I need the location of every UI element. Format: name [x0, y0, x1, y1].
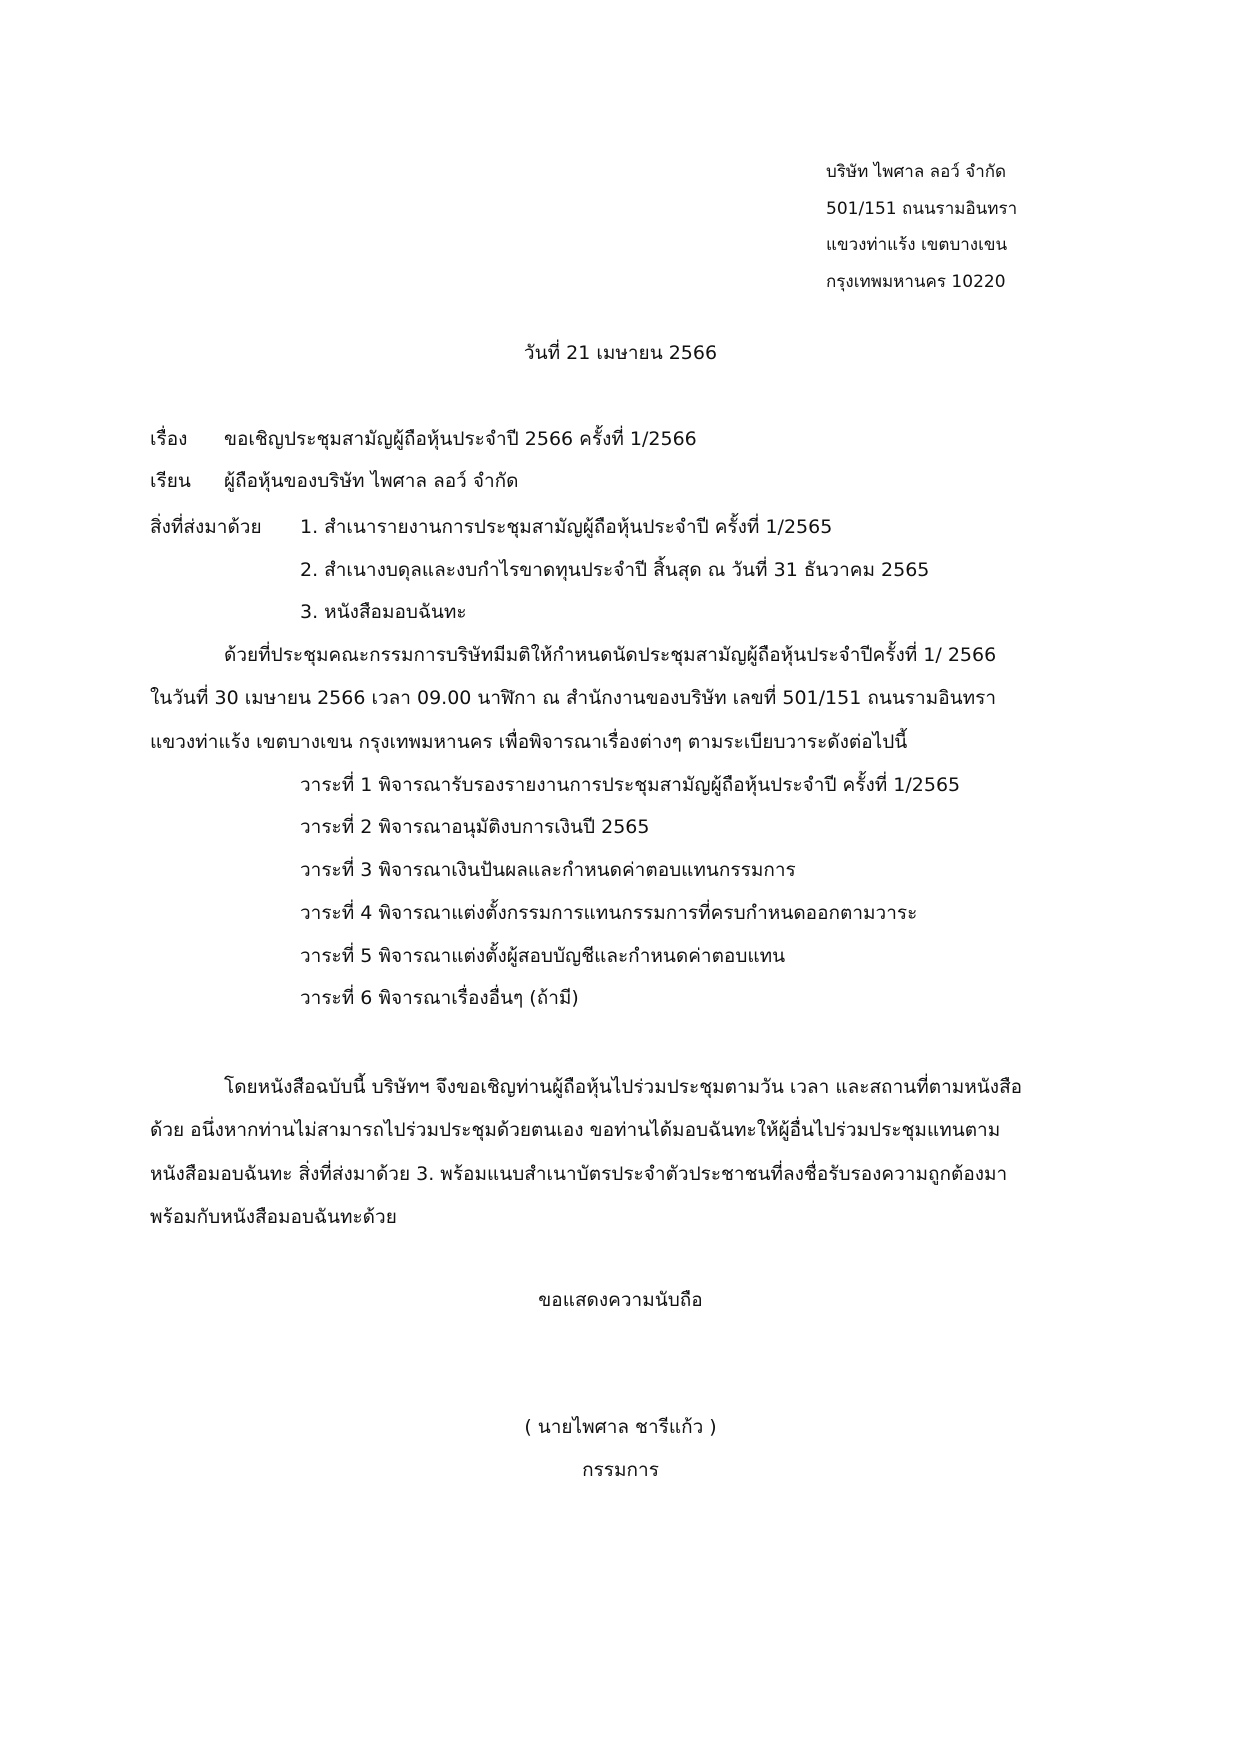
- body-paragraph-2-line: โดยหนังสือฉบับนี้ บริษัทฯ จึงขอเชิญท่านผู้ถือหุ้นไปร่วมประชุมตามวัน เวลา และสถานที่ตามหนังสือ: [224, 1076, 1023, 1098]
- enclosure-item: 3. หนังสือมอบฉันทะ: [300, 601, 467, 623]
- letter-date: วันที่ 21 เมษายน 2566: [523, 342, 718, 364]
- recipient-label: เรียน: [150, 470, 191, 492]
- body-paragraph-1-line: ด้วยที่ประชุมคณะกรรมการบริษัทมีมติให้กำหนดนัดประชุมสามัญผู้ถือหุ้นประจำปีครั้งที่ 1/ 2566: [224, 644, 997, 666]
- sender-city: กรุงเทพมหานคร 10220: [826, 272, 1006, 292]
- agenda-item: วาระที่ 1 พิจารณารับรองรายงานการประชุมสามัญผู้ถือหุ้นประจำปี ครั้งที่ 1/2565: [300, 774, 961, 796]
- subject-value: ขอเชิญประชุมสามัญผู้ถือหุ้นประจำปี 2566 ครั้งที่ 1/2566: [224, 428, 697, 450]
- enclosure-item: 1. สำเนารายงานการประชุมสามัญผู้ถือหุ้นประจำปี ครั้งที่ 1/2565: [300, 516, 833, 538]
- enclosure-item: 2. สำเนางบดุลและงบกำไรขาดทุนประจำปี สิ้นสุด ณ วันที่ 31 ธันวาคม 2565: [300, 559, 930, 581]
- agenda-item: วาระที่ 6 พิจารณาเรื่องอื่นๆ (ถ้ามี): [300, 987, 579, 1009]
- body-paragraph-2-line: หนังสือมอบฉันทะ สิ่งที่ส่งมาด้วย 3. พร้อมแนบสำเนาบัตรประจำตัวประชาชนที่ลงชื่อรับรองความถูกต้องมา: [150, 1163, 1008, 1185]
- recipient-value: ผู้ถือหุ้นของบริษัท ไพศาล ลอว์ จำกัด: [224, 470, 519, 492]
- signer-title: กรรมการ: [582, 1459, 659, 1481]
- agenda-item: วาระที่ 2 พิจารณาอนุมัติงบการเงินปี 2565: [300, 816, 650, 838]
- signer-name: ( นายไพศาล ชารีแก้ว ): [524, 1416, 717, 1438]
- body-paragraph-1-line: ในวันที่ 30 เมษายน 2566 เวลา 09.00 นาฬิกา ณ สำนักงานของบริษัท เลขที่ 501/151 ถนนรามอินทรา: [150, 687, 997, 709]
- closing-salutation: ขอแสดงความนับถือ: [538, 1289, 703, 1311]
- agenda-item: วาระที่ 3 พิจารณาเงินปันผลและกำหนดค่าตอบแทนกรรมการ: [300, 859, 796, 881]
- agenda-item: วาระที่ 4 พิจารณาแต่งตั้งกรรมการแทนกรรมการที่ครบกำหนดออกตามวาระ: [300, 902, 918, 924]
- sender-street: 501/151 ถนนรามอินทรา: [826, 199, 1018, 219]
- sender-company: บริษัท ไพศาล ลอว์ จำกัด: [826, 162, 1007, 182]
- body-paragraph-1-line: แขวงท่าแร้ง เขตบางเขน กรุงเทพมหานคร เพื่อพิจารณาเรื่องต่างๆ ตามระเบียบวาระดังต่อไปนี้: [150, 731, 908, 753]
- agenda-item: วาระที่ 5 พิจารณาแต่งตั้งผู้สอบบัญชีและกำหนดค่าตอบแทน: [300, 945, 786, 967]
- body-paragraph-2-line: ด้วย อนึ่งหากท่านไม่สามารถไปร่วมประชุมด้วยตนเอง ขอท่านได้มอบฉันทะให้ผู้อื่นไปร่วมประชุมแทนตาม: [150, 1119, 1001, 1141]
- subject-label: เรื่อง: [150, 428, 188, 450]
- enclosures-label: สิ่งที่ส่งมาด้วย: [150, 516, 262, 538]
- sender-district: แขวงท่าแร้ง เขตบางเขน: [826, 235, 1008, 255]
- body-paragraph-2-line: พร้อมกับหนังสือมอบฉันทะด้วย: [150, 1206, 397, 1228]
